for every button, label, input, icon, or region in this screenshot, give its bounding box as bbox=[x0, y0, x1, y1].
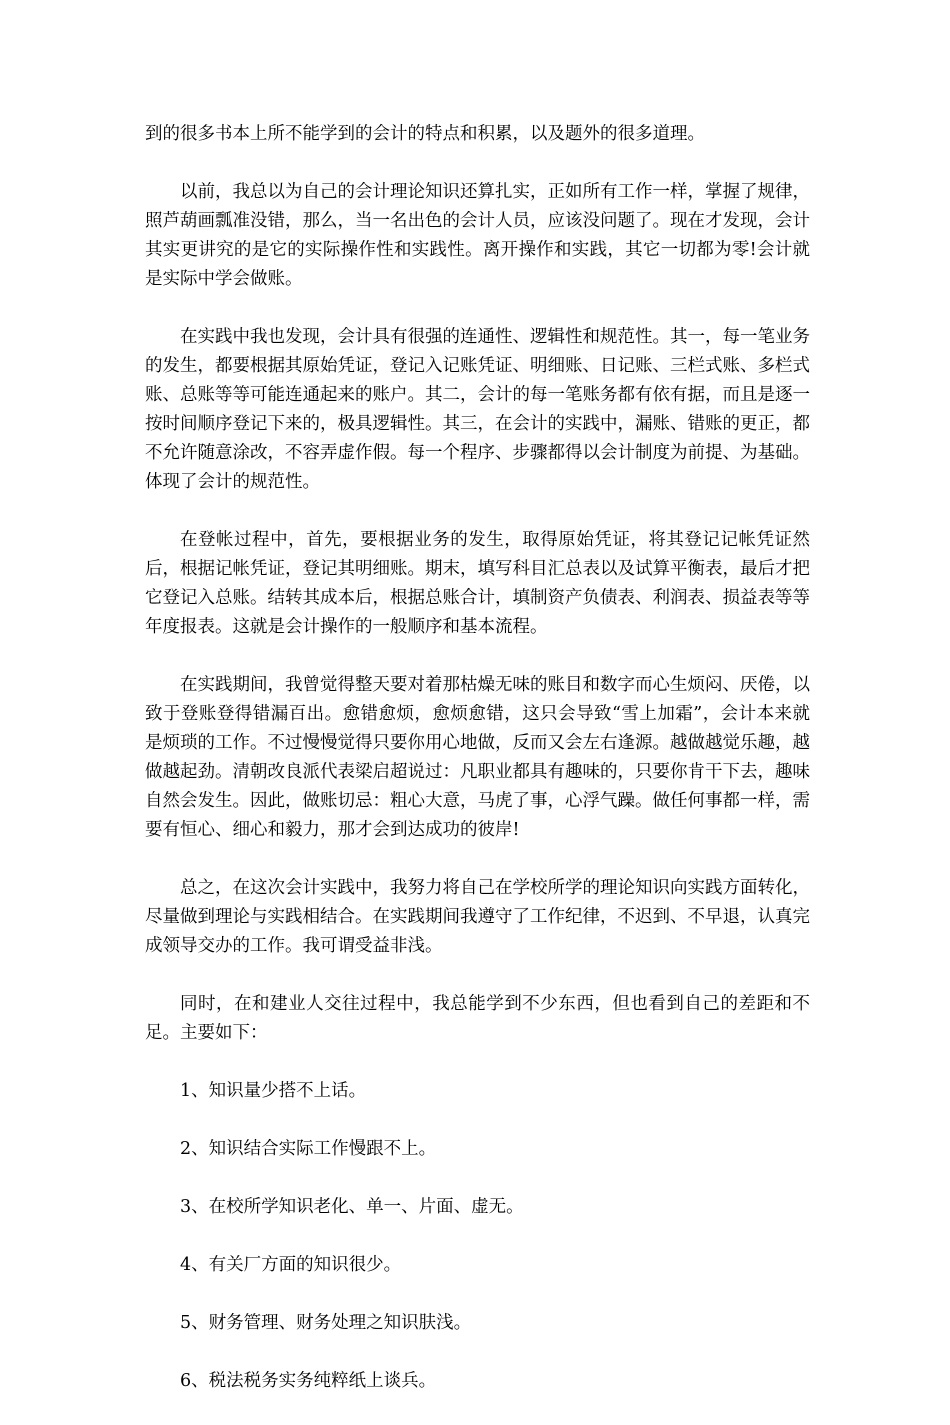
list-item: 3、在校所学知识老化、单一、片面、虚无。 bbox=[180, 1197, 524, 1217]
list-item: 1、知识量少搭不上话。 bbox=[180, 1081, 367, 1101]
paragraph-accounting-properties: 在实践中我也发现，会计具有很强的连通性、逻辑性和规范性。其一，每一笔业务的发生，都要根据其原始凭证，登记入记账凭证、明细账、日记账、三栏式账、多栏式账、总账等等可能连通起来的账户。其二，会计的每一笔账务都有依有据，而且是逐一按时间顺序登记下来的，极具逻辑性。其三，在会计的实践中，漏账、错账的更正，都不允许随意涂改，不容弄虚作假。每一个程序、步骤都得以会计制度为前提、为基础。体现了会计的规范性。 bbox=[145, 327, 810, 492]
paragraph-theory-vs-practice: 以前，我总以为自己的会计理论知识还算扎实，正如所有工作一样，掌握了规律，照芦葫画瓢准没错，那么，当一名出色的会计人员，应该没问题了。现在才发现，会计其实更讲究的是它的实际操作性和实践性。离开操作和实践，其它一切都为零!会计就是实际中学会做账。 bbox=[145, 182, 810, 289]
paragraph-summary: 总之，在这次会计实践中，我努力将自己在学校所学的理论知识向实践方面转化，尽量做到理论与实践相结合。在实践期间我遵守了工作纪律，不迟到、不早退，认真完成领导交办的工作。我可谓受益非浅。 bbox=[145, 878, 810, 956]
list-item: 2、知识结合实际工作慢跟不上。 bbox=[180, 1139, 437, 1159]
paragraph-practice-experience: 在实践期间，我曾觉得整天要对着那枯燥无味的账目和数字而心生烦闷、厌倦，以致于登账登得错漏百出。愈错愈烦，愈烦愈错，这只会导致“雪上加霜”，会计本来就是烦琐的工作。不过慢慢觉得只要你用心地做，反而又会左右逢源。越做越觉乐趣，越做越起劲。清朝改良派代表梁启超说过：凡职业都具有趣味的，只要你肯干下去，趣味自然会发生。因此，做账切忌：粗心大意，马虎了事，心浮气躁。做任何事都一样，需要有恒心、细心和毅力，那才会到达成功的彼岸! bbox=[145, 675, 810, 840]
list-item: 6、税法税务实务纯粹纸上谈兵。 bbox=[180, 1371, 437, 1391]
paragraph-bookkeeping-process: 在登帐过程中，首先，要根据业务的发生，取得原始凭证，将其登记记帐凭证然后，根据记帐凭证，登记其明细账。期末，填写科目汇总表以及试算平衡表，最后才把它登记入总账。结转其成本后，根据总账合计，填制资产负债表、利润表、损益表等等年度报表。这就是会计操作的一般顺序和基本流程。 bbox=[145, 530, 810, 637]
list-item: 4、有关厂方面的知识很少。 bbox=[180, 1255, 402, 1275]
document-body bbox=[145, 120, 810, 1425]
paragraph-shortcomings-intro: 同时，在和建业人交往过程中，我总能学到不少东西，但也看到自己的差距和不足。主要如下： bbox=[145, 994, 810, 1043]
paragraph-continuation: 到的很多书本上所不能学到的会计的特点和积累，以及题外的很多道理。 bbox=[145, 124, 705, 144]
list-item: 5、财务管理、财务处理之知识肤浅。 bbox=[180, 1313, 472, 1333]
